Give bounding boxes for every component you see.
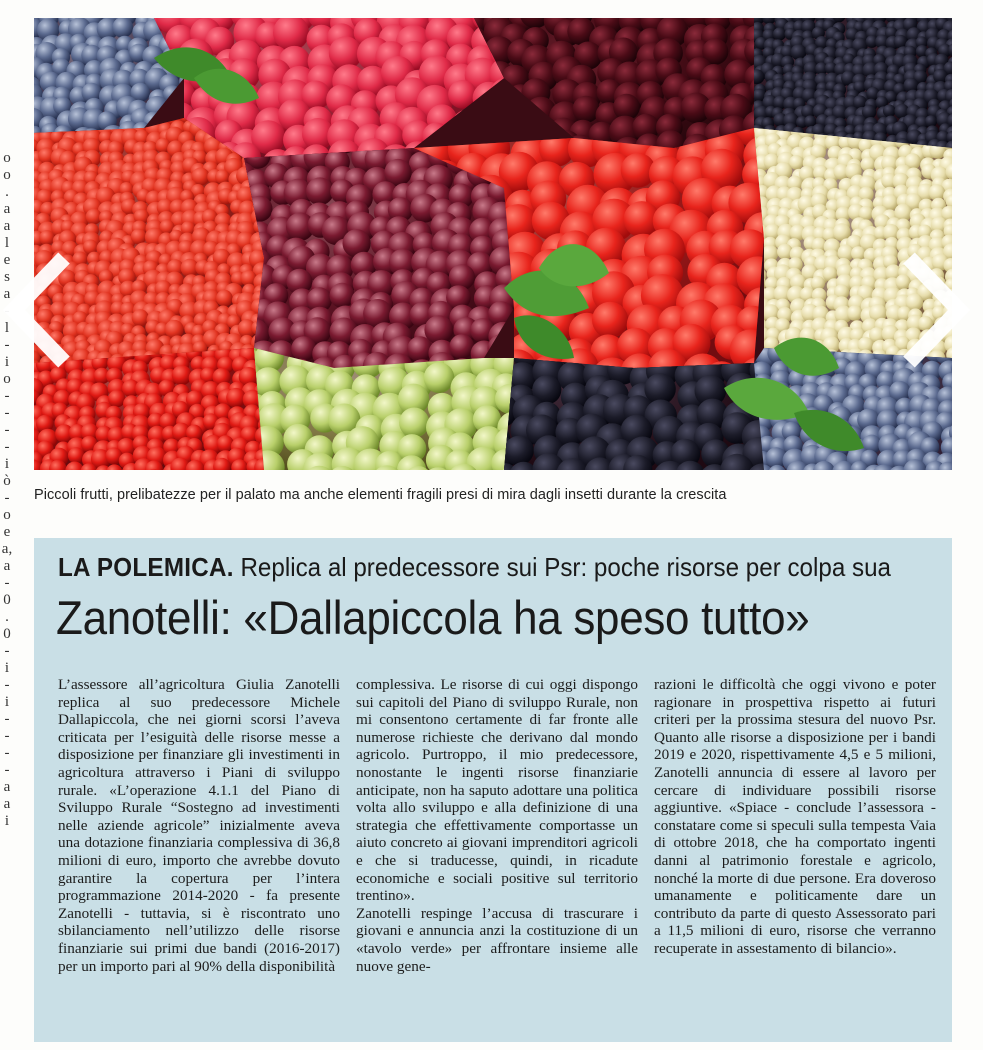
edge-letter: -: [4, 422, 10, 438]
berries-photo: [34, 18, 952, 470]
edge-letter: a: [3, 796, 11, 812]
edge-letter: -: [4, 303, 10, 319]
edge-letter: i: [4, 354, 10, 370]
article-column-2: [356, 676, 638, 1032]
edge-letter: a: [3, 218, 11, 234]
edge-letter: 0: [3, 626, 11, 642]
edge-letter: a: [3, 201, 11, 217]
edge-letter: i: [4, 813, 10, 829]
article-body: [58, 676, 936, 1032]
article-column-3: [654, 676, 936, 1032]
edge-letter: a: [3, 558, 11, 574]
edge-letter: .: [5, 609, 9, 625]
paragraph: razioni le difficoltà che oggi vivono e poter ragionare in prospettiva rispetto ai futuri criteri per la prossima stesura del nuovo Psr. Quanto alle risorse a disposizione per i bandi 2019 e 2020, rispettivamente 4,5 e 5 milioni, Zanotelli annuncia di essere al lavoro per cercare di individuare possibili risorse aggiuntive. «Spiace - conclude l’assessora - constatare come si speculi sulla tempesta Vaia di ottobre 2018, che ha comportato ingenti danni al patrimonio forestale e agricolo, nonché la morte di due persone. Era doveroso umanamente e politicamente dare un contributo da parte di questo Assessorato pari a 11,5 milioni di euro, risorse che verranno recuperate in assestamento di bilancio».: [654, 676, 936, 957]
edge-letter: -: [4, 677, 10, 693]
edge-letter: a: [3, 286, 11, 302]
edge-letter: i: [4, 456, 10, 472]
paragraph: Zanotelli respinge l’accusa di trascurare i giovani e annuncia anzi la costituzione di un «tavolo verde» per affrontare insieme alle nuove gene-: [356, 904, 638, 975]
edge-letter: e: [3, 252, 11, 268]
article-headline: Zanotelli: «Dallapiccola ha speso tutto»: [56, 591, 810, 644]
next-arrow-icon[interactable]: [895, 250, 971, 370]
paragraph: complessiva. Le risorse di cui oggi dispongo sui capitoli del Piano di sviluppo Rurale, non mi consentono certamente di far fronte alle numerose richieste che derivano dal mondo agricolo. Purtroppo, il mio predecessore, nonostante le ingenti risorse finanziarie anticipate, non ha saputo adottare una politica volta allo sviluppo e alla definizione di una strategia che effettivamente comportasse un aiuto concreto ai giovani imprenditori agricoli e che si traducesse, quindi, in ricadute economiche e sociali positive sul territorio trentino».: [356, 676, 638, 905]
edge-letter: i: [4, 694, 10, 710]
edge-letter: ò: [3, 473, 11, 489]
edge-letter: -: [4, 337, 10, 353]
edge-letter: o: [3, 167, 11, 183]
edge-letter: -: [4, 711, 10, 727]
edge-letter: o: [3, 150, 11, 166]
edge-letter: e: [3, 524, 11, 540]
article-column-1: [58, 676, 340, 1032]
edge-letter: o: [3, 507, 11, 523]
edge-letter: .: [5, 184, 9, 200]
edge-letter: -: [4, 643, 10, 659]
article-kicker: [58, 552, 891, 583]
edge-letter: -: [4, 745, 10, 761]
edge-letter: -: [4, 490, 10, 506]
photo-caption: Piccoli frutti, prelibatezze per il palato ma anche elementi fragili presi di mira dagli insetti durante la crescita: [34, 487, 727, 503]
kicker-label: LA POLEMICA.: [58, 552, 234, 582]
edge-letter: i: [4, 660, 10, 676]
kicker-text: Replica al predecessore sui Psr: poche risorse per colpa sua: [240, 552, 891, 582]
edge-letter: -: [4, 439, 10, 455]
edge-letter: 0: [3, 592, 11, 608]
edge-letter: a: [3, 779, 11, 795]
edge-letter: s: [4, 269, 10, 285]
edge-letter: -: [4, 762, 10, 778]
paragraph: L’assessore all’agricoltura Giulia Zanotelli replica al suo predecessore Michele Dallapiccola, che nei giorni scorsi l’aveva criticata per l’esiguità delle risorse messe a disposizione per finanziare gli investimenti in agricoltura attraverso i Piani di sviluppo rurale. «L’operazione 4.1.1 del Piano di Sviluppo Rurale “Sostegno ad investimenti nelle aziende agricole” inizialmente aveva una dotazione finanziaria complessiva di 36,8 milioni di euro, importo che avrebbe dovuto garantire la copertura per l’intera programmazione 2014-2020 - fa presente Zanotelli - tuttavia, si è riscontrato uno sbilanciamento nell’utilizzo delle risorse finanziarie sui primi due bandi (2016-2017) per un importo pari al 90% della disponibilità: [58, 676, 340, 975]
edge-letter: -: [4, 728, 10, 744]
edge-letter: -: [4, 575, 10, 591]
edge-letter: o: [3, 371, 11, 387]
edge-letter: -: [4, 405, 10, 421]
edge-letter: l: [4, 235, 10, 251]
edge-letter: -: [4, 388, 10, 404]
edge-letter: a,: [1, 541, 13, 557]
article-box: [34, 538, 952, 1042]
previous-arrow-icon[interactable]: [2, 250, 78, 370]
edge-letter: l: [4, 320, 10, 336]
